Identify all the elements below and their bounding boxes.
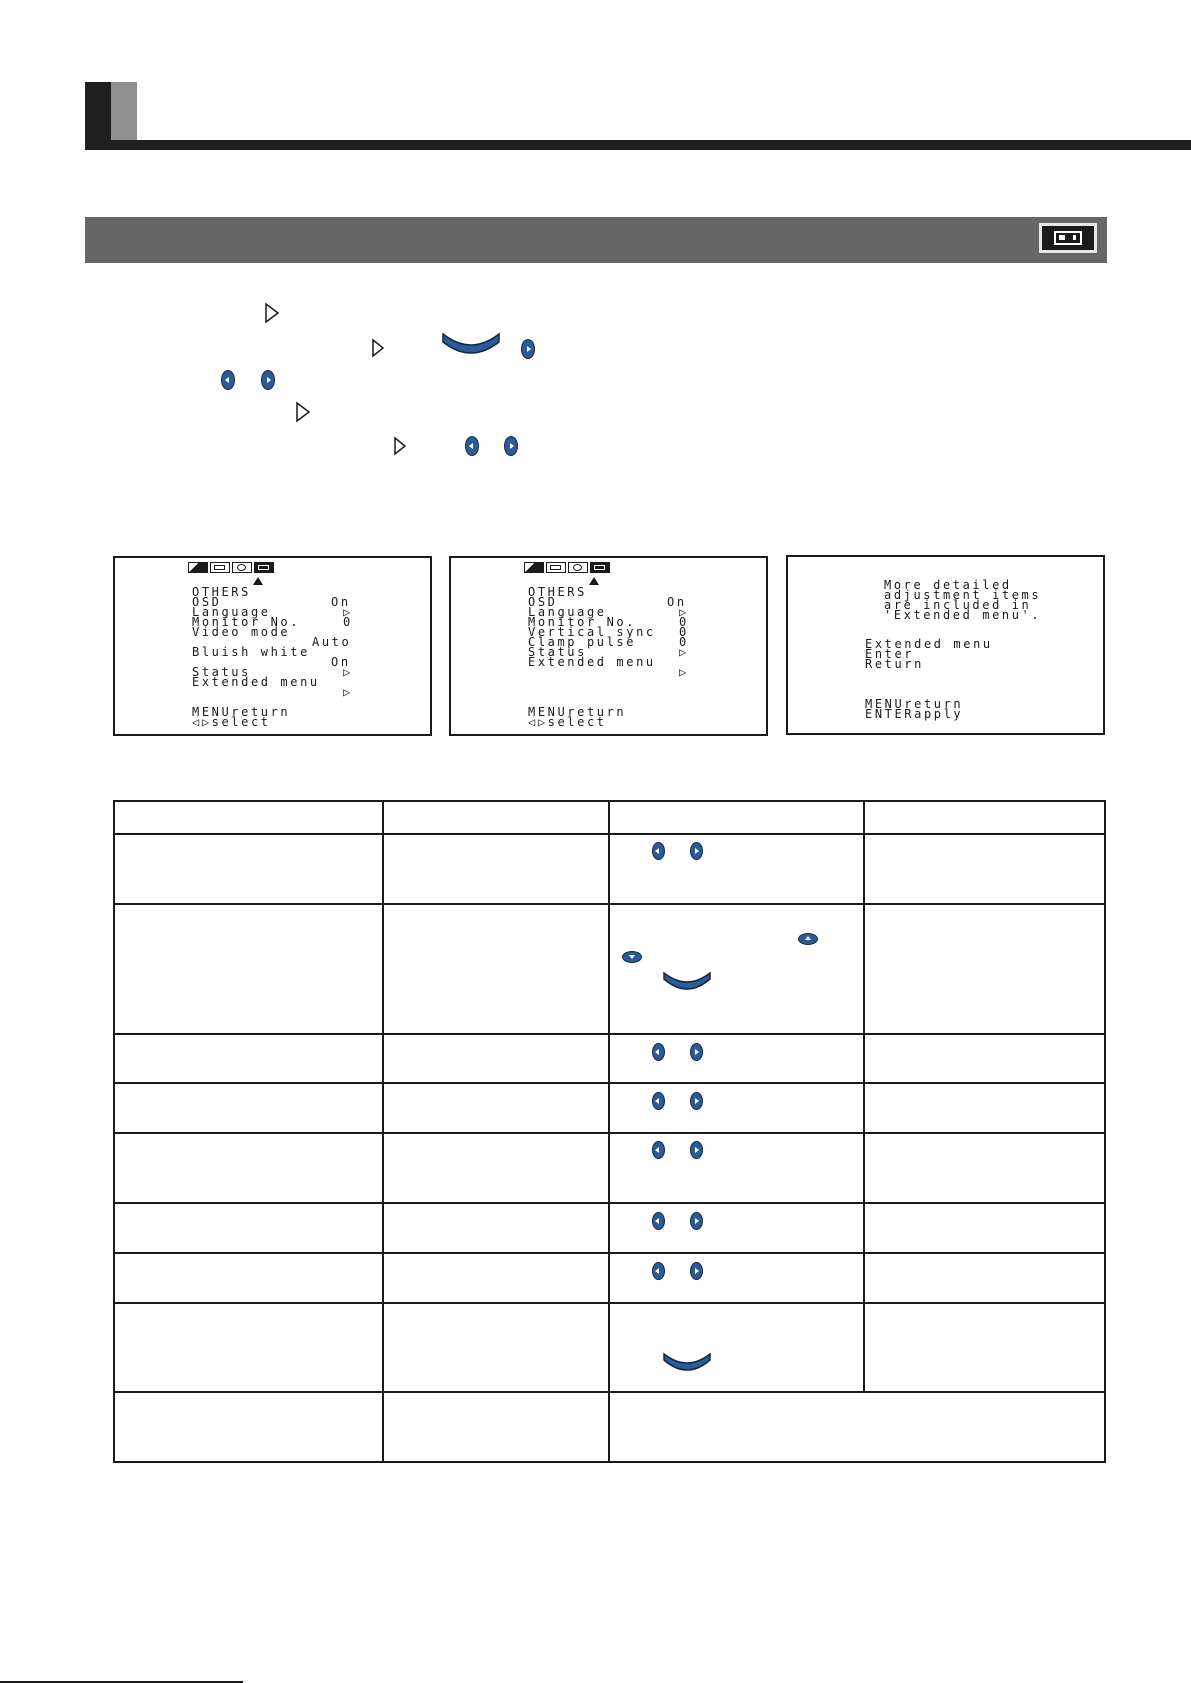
table-row bbox=[114, 1203, 1105, 1253]
cursor-left-button-icon bbox=[652, 842, 665, 860]
osd-footer-apply: ENTERapply bbox=[865, 707, 964, 721]
table-cell bbox=[383, 1392, 609, 1462]
cursor-left-button-icon bbox=[652, 1043, 665, 1061]
osd-screen-others-2 bbox=[449, 556, 768, 736]
table-cell bbox=[383, 834, 609, 904]
table-cell bbox=[609, 1083, 864, 1133]
osd-option: Return bbox=[865, 657, 924, 671]
settings-table bbox=[113, 800, 1106, 1463]
osd-item-value: 0 bbox=[343, 615, 353, 629]
table-cell bbox=[864, 1034, 1105, 1083]
table-cell bbox=[383, 1133, 609, 1203]
picture-tab-icon bbox=[524, 562, 544, 573]
table-cell bbox=[609, 1253, 864, 1303]
table-header-cell bbox=[383, 801, 609, 834]
outline-triangle-right-icon bbox=[264, 302, 280, 324]
table-cell bbox=[864, 1303, 1105, 1392]
cursor-right-button-icon bbox=[690, 1043, 703, 1061]
osd-item-label: Vertical sync bbox=[528, 625, 656, 639]
enter-arc-button-icon bbox=[662, 1350, 712, 1378]
osd-item-value: ▷ bbox=[343, 665, 353, 679]
osd-item-label: OSD bbox=[192, 595, 222, 609]
picture-tab-icon bbox=[188, 562, 208, 573]
table-cell bbox=[383, 1203, 609, 1253]
osd-footer-return: MENUreturn bbox=[192, 705, 291, 719]
osd-item-label: Status bbox=[528, 645, 587, 659]
table-cell bbox=[383, 1034, 609, 1083]
cursor-left-button-icon bbox=[652, 1141, 665, 1159]
table-row bbox=[114, 1392, 1105, 1462]
table-cell bbox=[864, 834, 1105, 904]
cursor-right-button-icon bbox=[690, 1212, 703, 1230]
audio-tab-icon bbox=[232, 562, 252, 573]
table-cell bbox=[864, 1203, 1105, 1253]
table-cell bbox=[114, 1083, 383, 1133]
outline-triangle-right-icon bbox=[371, 338, 385, 358]
osd-item-value: On bbox=[331, 655, 351, 669]
osd-item-value: ▷ bbox=[679, 645, 689, 659]
osd-message-line: 'Extended menu'. bbox=[884, 608, 1042, 622]
osd-item-value: On bbox=[667, 595, 687, 609]
screen-tab-icon bbox=[210, 562, 230, 573]
osd-screen-others-1 bbox=[113, 556, 432, 736]
others-tab-icon bbox=[254, 562, 274, 573]
others-tab-icon bbox=[590, 562, 610, 573]
cursor-left-button-icon bbox=[465, 436, 479, 456]
osd-message-line: More detailed bbox=[884, 578, 1012, 592]
osd-item-label: Clamp pulse bbox=[528, 635, 637, 649]
osd-item-label: Monitor No. bbox=[192, 615, 301, 629]
table-header-cell bbox=[609, 801, 864, 834]
cursor-right-button-icon bbox=[521, 339, 535, 359]
osd-item-value: On bbox=[331, 595, 351, 609]
table-cell bbox=[114, 1034, 383, 1083]
cursor-right-button-icon bbox=[690, 842, 703, 860]
table-cell bbox=[383, 904, 609, 1034]
table-cell bbox=[609, 834, 864, 904]
osd-item-value: ▷ bbox=[679, 605, 689, 619]
osd-item-value: Auto bbox=[312, 635, 352, 649]
osd-option: Enter bbox=[865, 647, 915, 661]
table-cell bbox=[114, 1392, 383, 1462]
table-cell bbox=[383, 1083, 609, 1133]
tab-pointer-icon bbox=[253, 577, 263, 585]
osd-item-label: Language bbox=[192, 605, 271, 619]
cursor-left-button-icon bbox=[652, 1092, 665, 1110]
enter-arc-button-icon bbox=[441, 330, 501, 362]
osd-item-label: OSD bbox=[528, 595, 558, 609]
cursor-right-button-icon bbox=[690, 1262, 703, 1280]
table-row bbox=[114, 1083, 1105, 1133]
osd-footer-select: ◁▷select bbox=[528, 715, 607, 729]
cursor-left-button-icon bbox=[221, 370, 235, 390]
table-cell bbox=[114, 1203, 383, 1253]
others-tab-icon bbox=[1039, 223, 1097, 253]
outline-triangle-right-icon bbox=[295, 401, 311, 423]
table-row bbox=[114, 834, 1105, 904]
osd-footer-return: MENUreturn bbox=[865, 697, 964, 711]
header-grey-block bbox=[111, 82, 137, 140]
osd-item-label: Monitor No. bbox=[528, 615, 637, 629]
table-header-row bbox=[114, 801, 1105, 834]
cursor-right-button-icon bbox=[261, 370, 275, 390]
header-rule bbox=[85, 140, 1191, 150]
osd-item-label: Status bbox=[192, 665, 251, 679]
cursor-right-button-icon bbox=[690, 1092, 703, 1110]
table-row bbox=[114, 1034, 1105, 1083]
osd-message-line: adjustment items bbox=[884, 588, 1042, 602]
table-cell bbox=[114, 1253, 383, 1303]
osd-item-label: Video mode bbox=[192, 625, 291, 639]
cursor-down-button-icon bbox=[622, 951, 642, 963]
table-row bbox=[114, 1133, 1105, 1203]
osd-item-label: Language bbox=[528, 605, 607, 619]
cursor-right-button-icon bbox=[504, 436, 518, 456]
osd-item-value: ▷ bbox=[679, 665, 689, 679]
osd-item-value: 0 bbox=[679, 615, 689, 629]
osd-footer-select: ◁▷select bbox=[192, 715, 271, 729]
table-cell bbox=[864, 1133, 1105, 1203]
table-cell bbox=[864, 904, 1105, 1034]
osd-item-label: Extended menu bbox=[528, 655, 656, 669]
table-row bbox=[114, 1303, 1105, 1392]
osd-heading: OTHERS bbox=[192, 585, 251, 599]
osd-item-value: ▷ bbox=[343, 685, 353, 699]
section-title-bar bbox=[85, 217, 1107, 263]
outline-triangle-right-icon bbox=[393, 436, 407, 456]
table-cell bbox=[609, 904, 864, 1034]
screen-tab-icon bbox=[546, 562, 566, 573]
table-row bbox=[114, 904, 1105, 1034]
table-row bbox=[114, 1253, 1105, 1303]
osd-item-value: ▷ bbox=[343, 605, 353, 619]
table-cell bbox=[609, 1203, 864, 1253]
table-cell bbox=[114, 904, 383, 1034]
table-cell bbox=[864, 1083, 1105, 1133]
osd-heading: OTHERS bbox=[528, 585, 587, 599]
enter-arc-button-icon bbox=[662, 969, 712, 997]
table-header-cell bbox=[864, 801, 1105, 834]
cursor-up-button-icon bbox=[798, 933, 818, 945]
table-cell bbox=[609, 1303, 864, 1392]
table-cell bbox=[114, 1303, 383, 1392]
table-cell bbox=[609, 1392, 1105, 1462]
osd-screen-extended-menu bbox=[786, 555, 1105, 735]
cursor-left-button-icon bbox=[652, 1212, 665, 1230]
table-cell bbox=[114, 834, 383, 904]
table-cell bbox=[114, 1133, 383, 1203]
table-cell bbox=[609, 1133, 864, 1203]
cursor-right-button-icon bbox=[690, 1141, 703, 1159]
osd-item-label: Extended menu bbox=[192, 675, 320, 689]
osd-option: Extended menu bbox=[865, 637, 993, 651]
osd-item-label: Bluish white bbox=[192, 645, 310, 659]
osd-item-value: 0 bbox=[679, 625, 689, 639]
audio-tab-icon bbox=[568, 562, 588, 573]
table-cell bbox=[609, 1034, 864, 1083]
table-cell bbox=[864, 1253, 1105, 1303]
table-cell bbox=[383, 1253, 609, 1303]
table-cell bbox=[383, 1303, 609, 1392]
tab-pointer-icon bbox=[589, 577, 599, 585]
cursor-left-button-icon bbox=[652, 1262, 665, 1280]
table-header-cell bbox=[114, 801, 383, 834]
osd-item-value: 0 bbox=[679, 635, 689, 649]
osd-message-line: are included in bbox=[884, 598, 1032, 612]
osd-footer-return: MENUreturn bbox=[528, 705, 627, 719]
